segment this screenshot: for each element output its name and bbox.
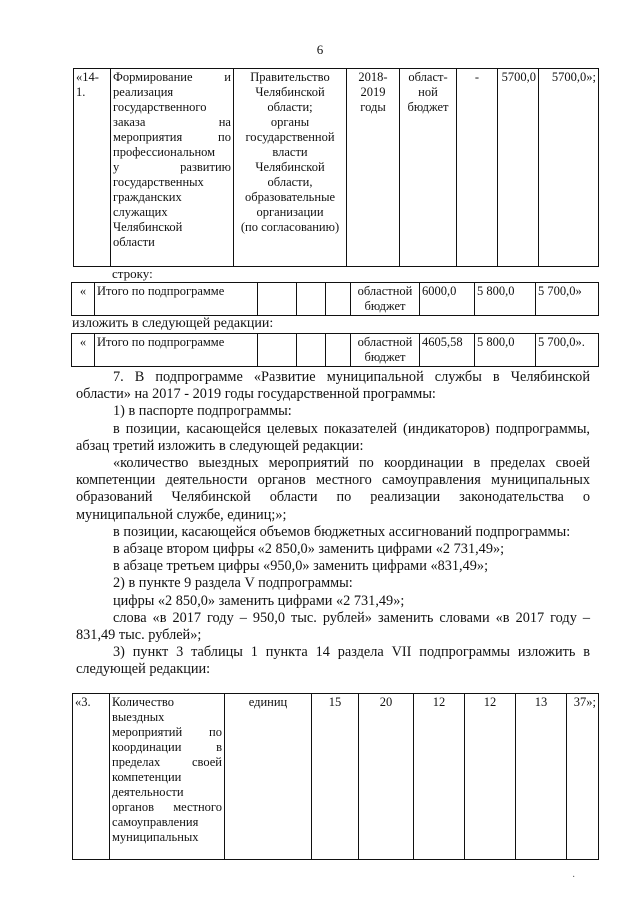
desc-line: государственных [113,175,204,189]
value-dash: - [457,69,498,267]
desc-line: Челябинской [113,220,183,234]
paragraph-quote: «количество выездных мероприятий по координации в пределах своей компетенции деятельности органов местного самоуправления муниципальных образований Челябинской области по реализации законодательства о муниципальной службе, единиц;»; [76,455,590,523]
funding-source [351,334,420,367]
value-2018: 5700,0 [498,69,539,267]
executor-line: области; [267,100,313,114]
table-row [74,69,599,267]
row-number: «3. [73,694,110,860]
source-line: областной [357,284,413,298]
empty-cell [258,283,297,316]
paragraph-budget: в позиции, касающейся объемов бюджетных ассигнований подпрограммы: [113,523,571,540]
value-2019: 5 700,0» [536,283,599,316]
years-line: годы [360,100,386,114]
desc-line: выездных [112,710,165,724]
desc-line: гражданских [113,190,182,204]
empty-cell [297,283,326,316]
table-indicator-row-3 [72,693,599,860]
text-izlozhit: изложить в следующей редакции: [72,316,274,331]
executor-line: власти [272,145,308,159]
executor-line: Челябинской [255,85,325,99]
desc-line: Количество [112,695,174,709]
executor-line: государственной [245,130,335,144]
unit: единиц [225,694,312,860]
empty-cell [297,334,326,367]
funding-source [351,283,420,316]
desc-line: пределах своей [112,755,222,769]
empty-cell [258,334,297,367]
executor-line: области, [267,175,313,189]
table-row [72,334,599,367]
value-2: 20 [359,694,414,860]
desc-line: деятельности [112,785,184,799]
desc-line: мероприятий по [112,725,222,739]
desc-line: самоуправления [112,815,199,829]
executor-line: образовательные [244,190,336,204]
source-line: бюджет [364,350,406,364]
quote-mark: « [72,283,95,316]
page-number: 6 [316,42,324,57]
executor-line: организации [256,205,324,219]
source-line: ной [418,85,438,99]
funding-source [400,69,457,267]
executor-line: органы [270,115,310,129]
desc-line: заказа на [113,115,231,129]
paragraph-punkt-9: 2) в пункте 9 раздела V подпрограммы: [113,575,353,592]
desc-line: области [113,235,155,249]
value-5: 13 [516,694,567,860]
value-2019: 5 700,0». [536,334,599,367]
desc-line: компетенции [112,770,182,784]
desc-line: органов местного [112,800,222,814]
desc-line: государственного [113,100,207,114]
executor-line: Правительство [250,70,330,84]
value-6: 37»; [567,694,599,860]
executor-line: Челябинской [255,160,325,174]
source-line: бюджет [364,299,406,313]
value-4: 12 [465,694,516,860]
desc-line: муниципальных [112,830,199,844]
total-label: Итого по подпрограмме [95,283,258,316]
paragraph-7: 7. В подпрограмме «Развитие муниципальной службы в Челябинской области» на 2017 - 2019 годы государственной программы: [76,369,590,403]
desc-line: координации в [112,740,222,754]
measure-description [111,69,234,267]
executors [234,69,347,267]
source-line: областной [357,335,413,349]
empty-cell [326,283,351,316]
paragraph-abzac-2: в абзаце втором цифры «2 850,0» заменить цифрами «2 731,49»; [113,541,505,558]
value-3: 12 [414,694,465,860]
value-2017: 6000,0 [420,283,475,316]
years [347,69,400,267]
desc-line: мероприятия по [113,130,231,144]
executor-line: (по согласованию) [240,220,340,234]
paragraph-cifry: цифры «2 850,0» заменить цифрами «2 731,49»; [113,592,405,609]
paragraph-slova: слова «в 2017 году – 950,0 тыс. рублей» заменить словами «в 2017 году – 831,49 тыс. рублей»; [76,609,590,644]
desc-line: профессиональном [113,145,216,159]
table-total-old [71,282,599,316]
value-2018: 5 800,0 [475,283,536,316]
value-total: 5700,0»; [539,69,599,267]
table-total-new [71,333,599,367]
row-number: «14-1. [74,69,111,267]
paragraph-passport: 1) в паспорте подпрограммы: [113,403,292,420]
value-1: 15 [312,694,359,860]
years-line: 2019 [360,85,386,99]
desc-line: Формирование и [113,70,231,84]
table-program-row-14-1 [73,68,599,267]
value-2018: 5 800,0 [475,334,536,367]
paragraph-indicators: в позиции, касающейся целевых показателей (индикаторов) подпрограммы, абзац третий изложить в следующей редакции: [76,420,590,454]
years-line: 2018- [358,70,388,84]
source-line: област- [408,70,448,84]
empty-cell [326,334,351,367]
indicator-description [110,694,225,860]
paragraph-abzac-3: в абзаце третьем цифры «950,0» заменить цифрами «831,49»; [113,558,489,575]
quote-mark: « [72,334,95,367]
scan-mark: · [572,872,576,883]
paragraph-punkt-3: 3) пункт 3 таблицы 1 пункта 14 раздела VII подпрограммы изложить в следующей редакции: [76,644,590,678]
body-text [76,369,590,679]
table-row [73,694,599,860]
desc-line: служащих [113,205,168,219]
desc-line: у развитию [113,160,231,174]
total-label: Итого по подпрограмме [95,334,258,367]
value-2017: 4605,58 [420,334,475,367]
source-line: бюджет [407,100,449,114]
text-stroku: строку: [112,266,153,281]
desc-line: реализация [113,85,174,99]
table-row [72,283,599,316]
